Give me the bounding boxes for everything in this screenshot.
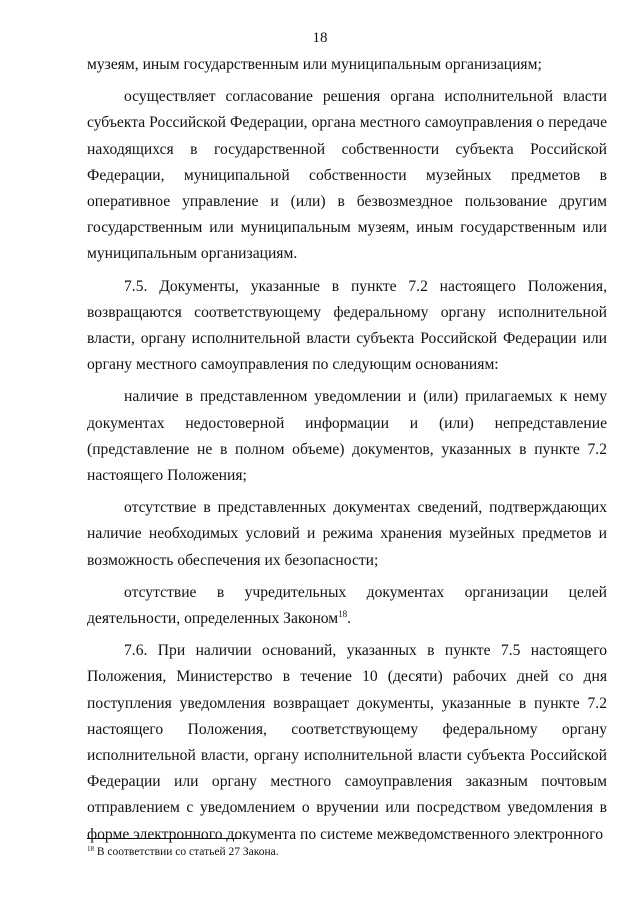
footnote	[87, 845, 607, 859]
document-body	[87, 52, 607, 848]
paragraph-ground-invalid-info: наличие в представленном уведомлении и (или) прилагаемых к нему документах недостоверной информации и (или) непредставление (представление не в полном объеме) документов, указанных в пункте 7.2 настоящего Положения;	[87, 388, 607, 485]
paragraph-ground-charter-end: .	[347, 610, 352, 628]
footnote-separator	[87, 838, 241, 839]
paragraph-continuation: музеям, иным государственным или муниципальным организациям;	[87, 56, 542, 73]
paragraph-approval-clause: осуществляет согласование решения органа исполнительной власти субъекта Российской Федерации, органа местного самоуправления о передаче находящихся в государственной собственности субъекта Российской Федерации, муниципальной собственности музейных предметов в оперативное управление и (или) в безвозмездное пользование другим государственным или муниципальным музеям, иным государственным или муниципальным организациям.	[87, 88, 607, 263]
footnote-text: В соответствии со статьей 27 Закона.	[96, 846, 279, 858]
footnote-reference: 18	[338, 609, 348, 620]
paragraph-ground-charter	[87, 580, 607, 632]
paragraph-ground-charter-text: отсутствие в учредительных документах организации целей деятельности, определенных Законом	[87, 583, 607, 628]
page-number: 18	[312, 30, 328, 46]
paragraph-ground-storage: отсутствие в представленных документах сведений, подтверждающих наличие необходимых условий и режима хранения музейных предметов и возможность обеспечения их безопасности;	[87, 499, 607, 569]
paragraph-7-5: 7.5. Документы, указанные в пункте 7.2 настоящего Положения, возвращаются соответствующему федеральному органу исполнительной власти, органу исполнительной власти субъекта Российской Федерации или органу местного самоуправления по следующим основаниям:	[87, 277, 607, 374]
footnote-marker: 18	[87, 845, 94, 853]
paragraph-7-6: 7.6. При наличии оснований, указанных в пункте 7.5 настоящего Положения, Министерство в течение 10 (десяти) рабочих дней со дня поступления уведомления возвращает документы, указанные в пункте 7.2 настоящего Положения, соответствующему федеральному органу исполнительной власти, органу исполнительной власти субъекта Российской Федерации или органу местного самоуправления заказным почтовым отправлением с уведомлением о вручении или посредством уведомления в форме электронного документа по системе межведомственного электронного	[87, 642, 607, 843]
